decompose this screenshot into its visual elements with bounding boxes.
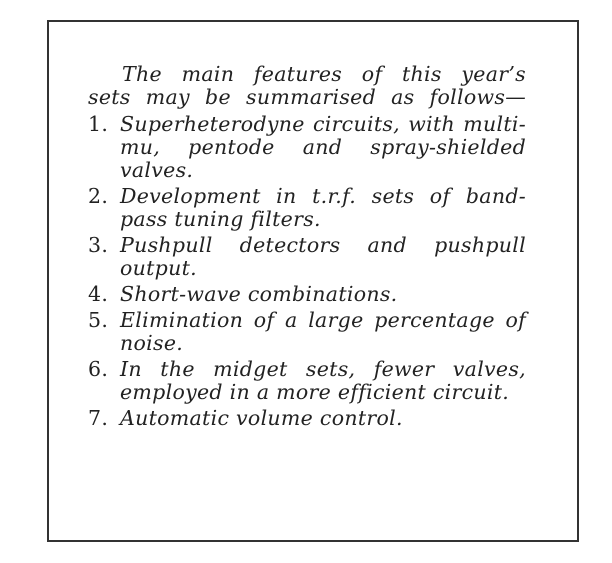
item-number: 4.	[88, 282, 109, 306]
item-number: 3.	[88, 233, 109, 257]
item-number: 7.	[88, 406, 109, 430]
list-item	[88, 283, 526, 306]
item-number: 6.	[88, 357, 109, 381]
list-item	[88, 407, 526, 430]
list-item	[88, 185, 526, 231]
item-text: Superheterodyne circuits, with multi-mu, pentode and spray-shielded valves.	[120, 112, 526, 182]
features-list	[88, 113, 526, 430]
item-text: Development in t.r.f. sets of band-pass tuning filters.	[120, 184, 526, 231]
item-text: Elimination of a large percentage of noise.	[120, 308, 526, 355]
item-number: 2.	[88, 184, 109, 208]
list-item	[88, 113, 526, 182]
item-number: 5.	[88, 308, 109, 332]
item-number: 1.	[88, 112, 109, 136]
intro-line-2: sets may be summarised as follows—	[88, 85, 526, 109]
intro-paragraph	[88, 63, 526, 109]
list-item	[88, 234, 526, 280]
item-text: Pushpull detectors and pushpull output.	[120, 233, 526, 280]
summary-text-block	[88, 63, 526, 433]
list-item	[88, 358, 526, 404]
item-text: In the midget sets, fewer valves, employed in a more efficient circuit.	[120, 357, 526, 404]
intro-line-1: The main features of this year’s	[122, 62, 526, 86]
item-text: Short-wave combinations.	[120, 282, 398, 306]
item-text: Automatic volume control.	[120, 406, 403, 430]
list-item	[88, 309, 526, 355]
